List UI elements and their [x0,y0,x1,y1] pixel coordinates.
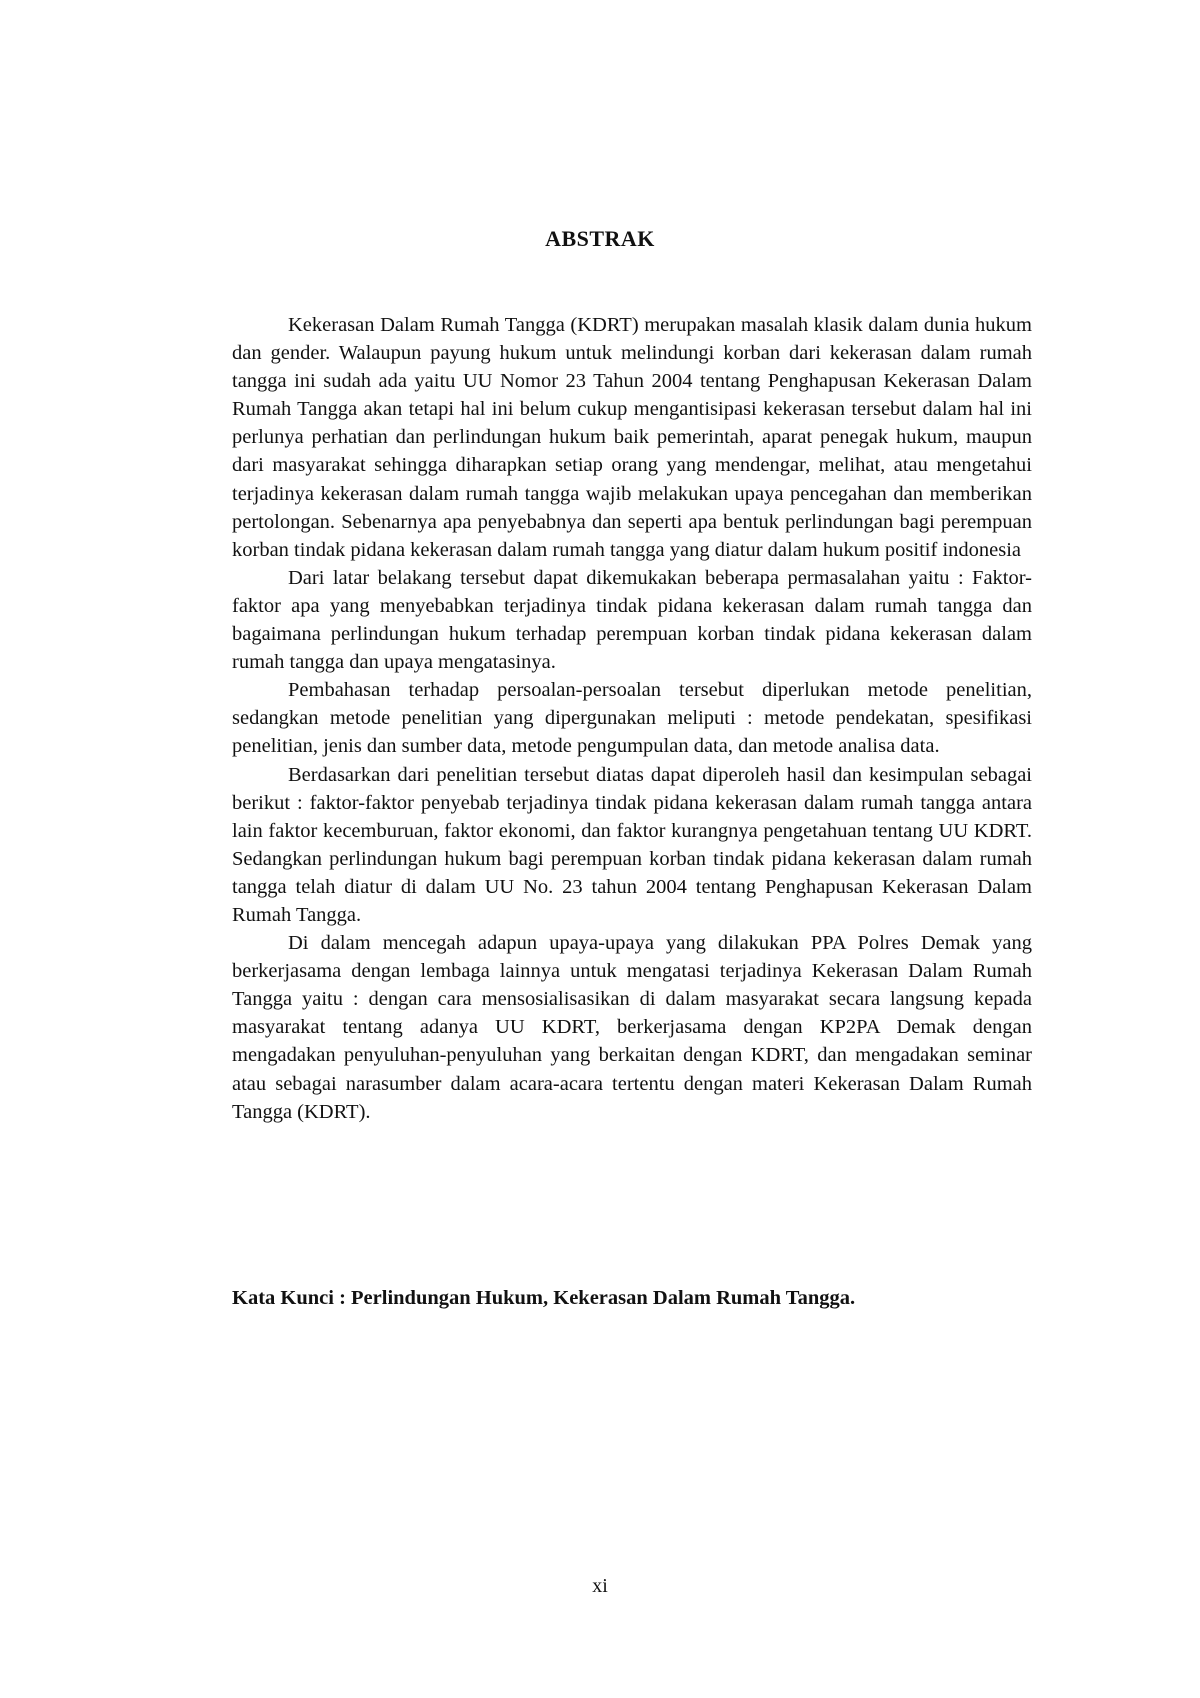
page-title: ABSTRAK [545,226,655,251]
abstract-paragraph-4: Berdasarkan dari penelitian tersebut diatas dapat diperoleh hasil dan kesimpulan sebagai berikut : faktor-faktor penyebab terjadinya tindak pidana kekerasan dalam rumah tangga antara lain faktor kecemburuan, faktor ekonomi, dan faktor kurangnya pengetahuan tentang UU KDRT. Sedangkan perlindungan hukum bagi perempuan korban tindak pidana kekerasan dalam rumah tangga telah diatur di dalam UU No. 23 tahun 2004 tentang Penghapusan Kekerasan Dalam Rumah Tangga. [232,763,1032,926]
keywords [232,1287,1032,1310]
page-number: xi [592,1575,608,1597]
keywords-text: Perlindungan Hukum, Kekerasan Dalam Rumah Tangga. [351,1287,856,1309]
abstract-paragraph-2: Dari latar belakang tersebut dapat dikemukakan beberapa permasalahan yaitu : Faktor-faktor apa yang menyebabkan terjadinya tindak pidana kekerasan dalam rumah tangga dan bagaimana perlindungan hukum terhadap perempuan korban tindak pidana kekerasan dalam rumah tangga dan upaya mengatasinya. [232,566,1032,674]
abstract-paragraph-5: Di dalam mencegah adapun upaya-upaya yang dilakukan PPA Polres Demak yang berkerjasama dengan lembaga lainnya untuk mengatasi terjadinya Kekerasan Dalam Rumah Tangga yaitu : dengan cara mensosialisasikan di dalam masyarakat secara langsung kepada masyarakat tentang adanya UU KDRT, berkerjasama dengan KP2PA Demak dengan mengadakan penyuluhan-penyuluhan yang berkaitan dengan KDRT, dan mengadakan seminar atau sebagai narasumber dalam acara-acara tertentu dengan materi Kekerasan Dalam Rumah Tangga (KDRT). [232,932,1032,1123]
abstract-paragraph-3: Pembahasan terhadap persoalan-persoalan tersebut diperlukan metode penelitian, sedangkan metode penelitian yang dipergunakan meliputi : metode pendekatan, spesifikasi penelitian, jenis dan sumber data, metode pengumpulan data, dan metode analisa data. [232,679,1032,758]
abstract-paragraph-1: Kekerasan Dalam Rumah Tangga (KDRT) merupakan masalah klasik dalam dunia hukum dan gender. Walaupun payung hukum untuk melindungi korban dari kekerasan dalam rumah tangga ini sudah ada yaitu UU Nomor 23 Tahun 2004 tentang Penghapusan Kekerasan Dalam Rumah Tangga akan tetapi hal ini belum cukup mengantisipasi kekerasan tersebut dalam hal ini perlunya perhatian dan perlindungan hukum baik pemerintah, aparat penegak hukum, maupun dari masyarakat sehingga diharapkan setiap orang yang mendengar, melihat, atau mengetahui terjadinya kekerasan dalam rumah tangga wajib melakukan upaya pencegahan dan memberikan pertolongan. Sebenarnya apa penyebabnya dan seperti apa bentuk perlindungan bagi perempuan korban tindak pidana kekerasan dalam rumah tangga yang diatur dalam hukum positif indonesia [232,314,1032,561]
abstract-body [232,311,1032,1126]
keywords-label: Kata Kunci : [232,1287,346,1309]
